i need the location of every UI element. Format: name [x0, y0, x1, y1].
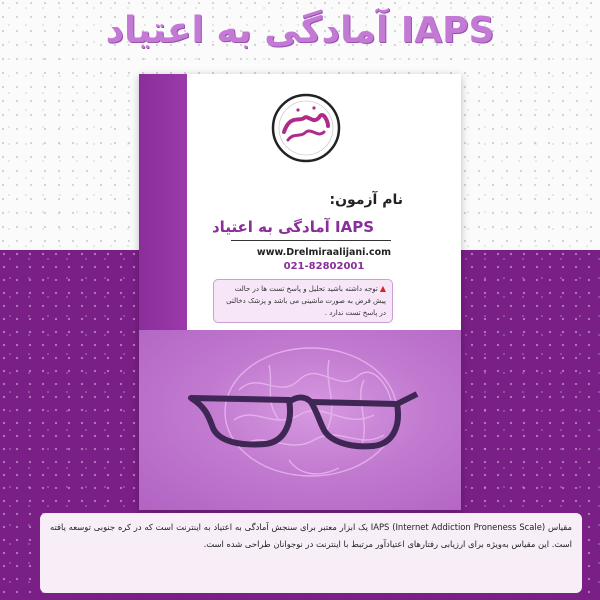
notice-line-1: ▲توجه داشته باشید تحلیل و پاسخ تست ها در حالت — [234, 284, 386, 293]
notice-line-2: پیش فرض به صورت ماشینی می باشد و پزشک دخالتی — [226, 297, 386, 305]
test-name-value: IAPS آمادگی به اعتیاد — [211, 218, 375, 236]
description-panel: مقیاس IAPS (Internet Addiction Proneness Scale) یک ابزار معتبر برای سنجش آمادگی به اعتیاد به اینترنت است که در کره جنوبی توسعه یافته است. این مقیاس به‌ویژه برای ارزیابی رفتارهای اعتیادآور مرتبط با اینترنت در نوجوانان طراحی شده است. — [40, 513, 582, 593]
notice-box — [213, 279, 393, 323]
booklet-spine — [139, 74, 187, 330]
phone-number: 021-82802001 — [283, 261, 365, 272]
clinic-logo-icon — [270, 92, 342, 164]
website-link[interactable]: www.Drelmiraalijani.com — [256, 247, 392, 258]
brain-with-glasses-icon — [139, 330, 461, 510]
divider — [231, 240, 391, 241]
cover-art — [139, 330, 461, 510]
warning-icon: ▲ — [379, 284, 386, 293]
notice-line-3: در پاسخ تست ندارد . — [324, 309, 386, 317]
test-name-label: نام آزمون: — [329, 192, 403, 208]
page-title: IAPS آمادگی به اعتیاد — [105, 10, 495, 51]
test-booklet-cover[interactable] — [139, 74, 461, 510]
